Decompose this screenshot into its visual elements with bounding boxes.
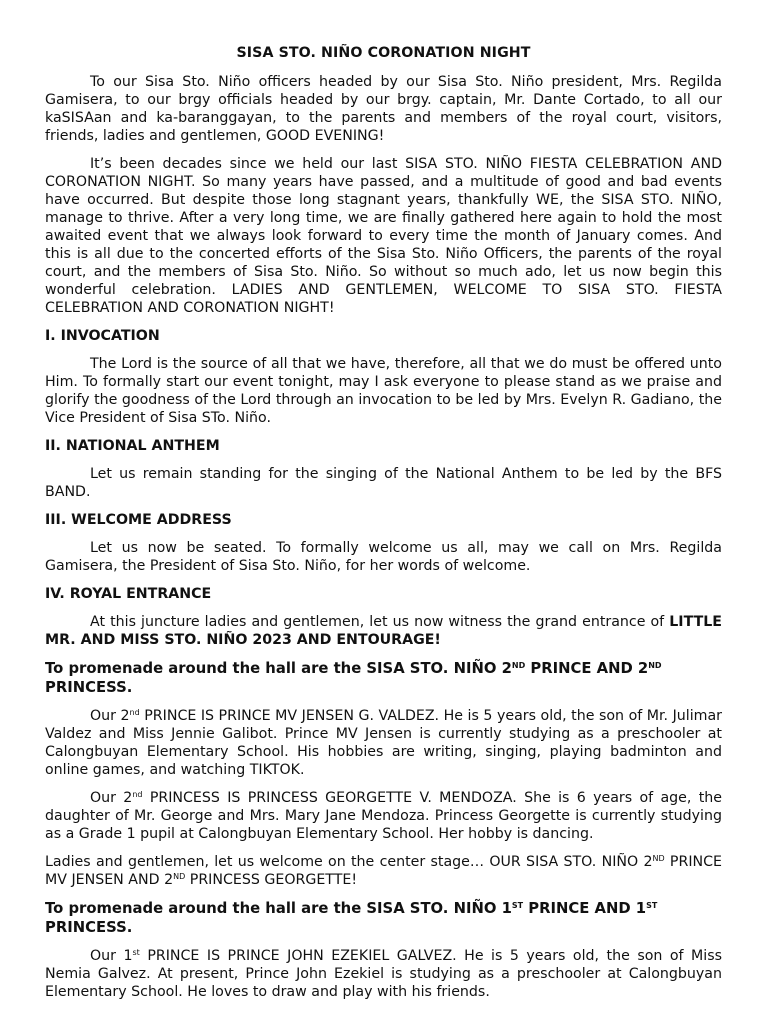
document-title: SISA STO. NIÑO CORONATION NIGHT — [236, 45, 531, 61]
paragraph-text: PRINCESS GEORGETTE! — [185, 872, 358, 888]
invocation-heading: I. INVOCATION — [45, 328, 160, 344]
welcome-paragraph: Let us now be seated. To formally welcome us all, may we call on Mrs. Regilda Gamisera, the President of Sisa Sto. Niño, for her words of welcome. — [45, 540, 722, 574]
second-princess-paragraph — [45, 789, 722, 843]
promenade-text: To promenade around the hall are the SISA STO. NIÑO 1 — [45, 900, 512, 917]
paragraph-text: PRINCE IS PRINCE JOHN EZEKIEL GALVEZ. He is 5 years old, the son of Miss Nemia Galvez. At present, Prince John Ezekiel is studying as a preschooler at Calongbuyan Elementary School. He loves to draw and play with his friends. — [45, 948, 722, 1000]
second-pair-welcome-paragraph — [45, 853, 722, 889]
paragraph-text: Our 2 — [90, 790, 133, 806]
promenade-text: PRINCESS. — [45, 679, 133, 696]
greeting-paragraph: To our Sisa Sto. Niño officers headed by our Sisa Sto. Niño president, Mrs. Regilda Gamisera, to our brgy officials headed by our brgy. captain, Mr. Dante Cortado, to all our kaSISAan and ka-baranggayan, to the parents and members of the royal court, visitors, friends, ladies and gentlemen, GOOD EVENING! — [45, 74, 722, 144]
promenade-text: PRINCE AND 1 — [523, 900, 647, 917]
ordinal-sup: ND — [652, 854, 665, 863]
promenade-text: PRINCESS. — [45, 919, 133, 936]
paragraph-text: Our 1 — [90, 948, 133, 964]
royal-entrance-heading: IV. ROYAL ENTRANCE — [45, 586, 212, 602]
ordinal-sup: ST — [646, 901, 658, 910]
second-pair-promenade — [45, 659, 722, 697]
ordinal-sup: ND — [511, 661, 526, 670]
ordinal-sup: ND — [173, 872, 186, 881]
paragraph-text: PRINCESS IS PRINCESS GEORGETTE V. MENDOZA. She is 6 years of age, the daughter of Mr. George and Mrs. Mary Jane Mendoza. Princess Georgette is currently studying as a Grade 1 pupil at Calongbuyan Elementary School. Her hobby is dancing. — [45, 790, 722, 842]
ordinal-sup: nd — [132, 790, 143, 799]
paragraph-text: PRINCE IS PRINCE MV JENSEN G. VALDEZ. He is 5 years old, the son of Mr. Julimar Valdez and Miss Jennie Galibot. Prince MV Jensen is currently studying as a preschooler at Calongbuyan Elementary School. His hobbies are writing, singing, playing badminton and online games, and watching TIKTOK. — [45, 708, 722, 778]
royal-entrance-paragraph — [45, 613, 722, 649]
ordinal-sup: nd — [129, 708, 140, 717]
first-pair-promenade — [45, 899, 722, 937]
ordinal-sup: ND — [648, 661, 662, 670]
promenade-text: PRINCE AND 2 — [525, 660, 649, 677]
anthem-paragraph: Let us remain standing for the singing of the National Anthem to be led by the BFS BAND. — [45, 466, 722, 500]
royal-entrance-emphasis: LITTLE MR. AND MISS STO. NIÑO 2023 AND ENTOURAGE! — [45, 614, 722, 648]
first-prince-paragraph — [45, 947, 722, 1001]
welcome-heading: III. WELCOME ADDRESS — [45, 512, 232, 528]
ordinal-sup: st — [132, 948, 140, 957]
opening-paragraph: It’s been decades since we held our last SISA STO. NIÑO FIESTA CELEBRATION AND CORONATION NIGHT. So many years have passed, and a multitude of good and bad events have occurred. But despite those long stagnant years, thankfully WE, the SISA STO. NIÑO, manage to thrive. After a very long time, we are finally gathered here again to hold the most awaited event that we always look forward to every time the month of January comes. And this is all due to the concerted efforts of the Sisa Sto. Niño Officers, the parents of the royal court, and the members of Sisa Sto. Niño. So without so much ado, let us now begin this wonderful celebration. LADIES AND GENTLEMEN, WELCOME TO SISA STO. FIESTA CELEBRATION AND CORONATION NIGHT! — [45, 156, 722, 316]
invocation-paragraph: The Lord is the source of all that we have, therefore, all that we do must be offered unto Him. To formally start our event tonight, may I ask everyone to please stand as we praise and glorify the goodness of the Lord through an invocation to be led by Mrs. Evelyn R. Gadiano, the Vice President of Sisa STo. Niño. — [45, 356, 722, 426]
second-prince-paragraph — [45, 707, 722, 779]
paragraph-text: Our 2 — [90, 708, 130, 724]
royal-entrance-text: At this juncture ladies and gentlemen, let us now witness the grand entrance of — [90, 614, 670, 630]
anthem-heading: II. NATIONAL ANTHEM — [45, 438, 220, 454]
promenade-text: To promenade around the hall are the SISA STO. NIÑO 2 — [45, 660, 512, 677]
paragraph-text: Ladies and gentlemen, let us welcome on the center stage… OUR SISA STO. NIÑO 2 — [45, 854, 653, 870]
ordinal-sup: ST — [511, 901, 524, 910]
paragraph-text: PRINCE MV JENSEN AND 2 — [45, 854, 723, 888]
